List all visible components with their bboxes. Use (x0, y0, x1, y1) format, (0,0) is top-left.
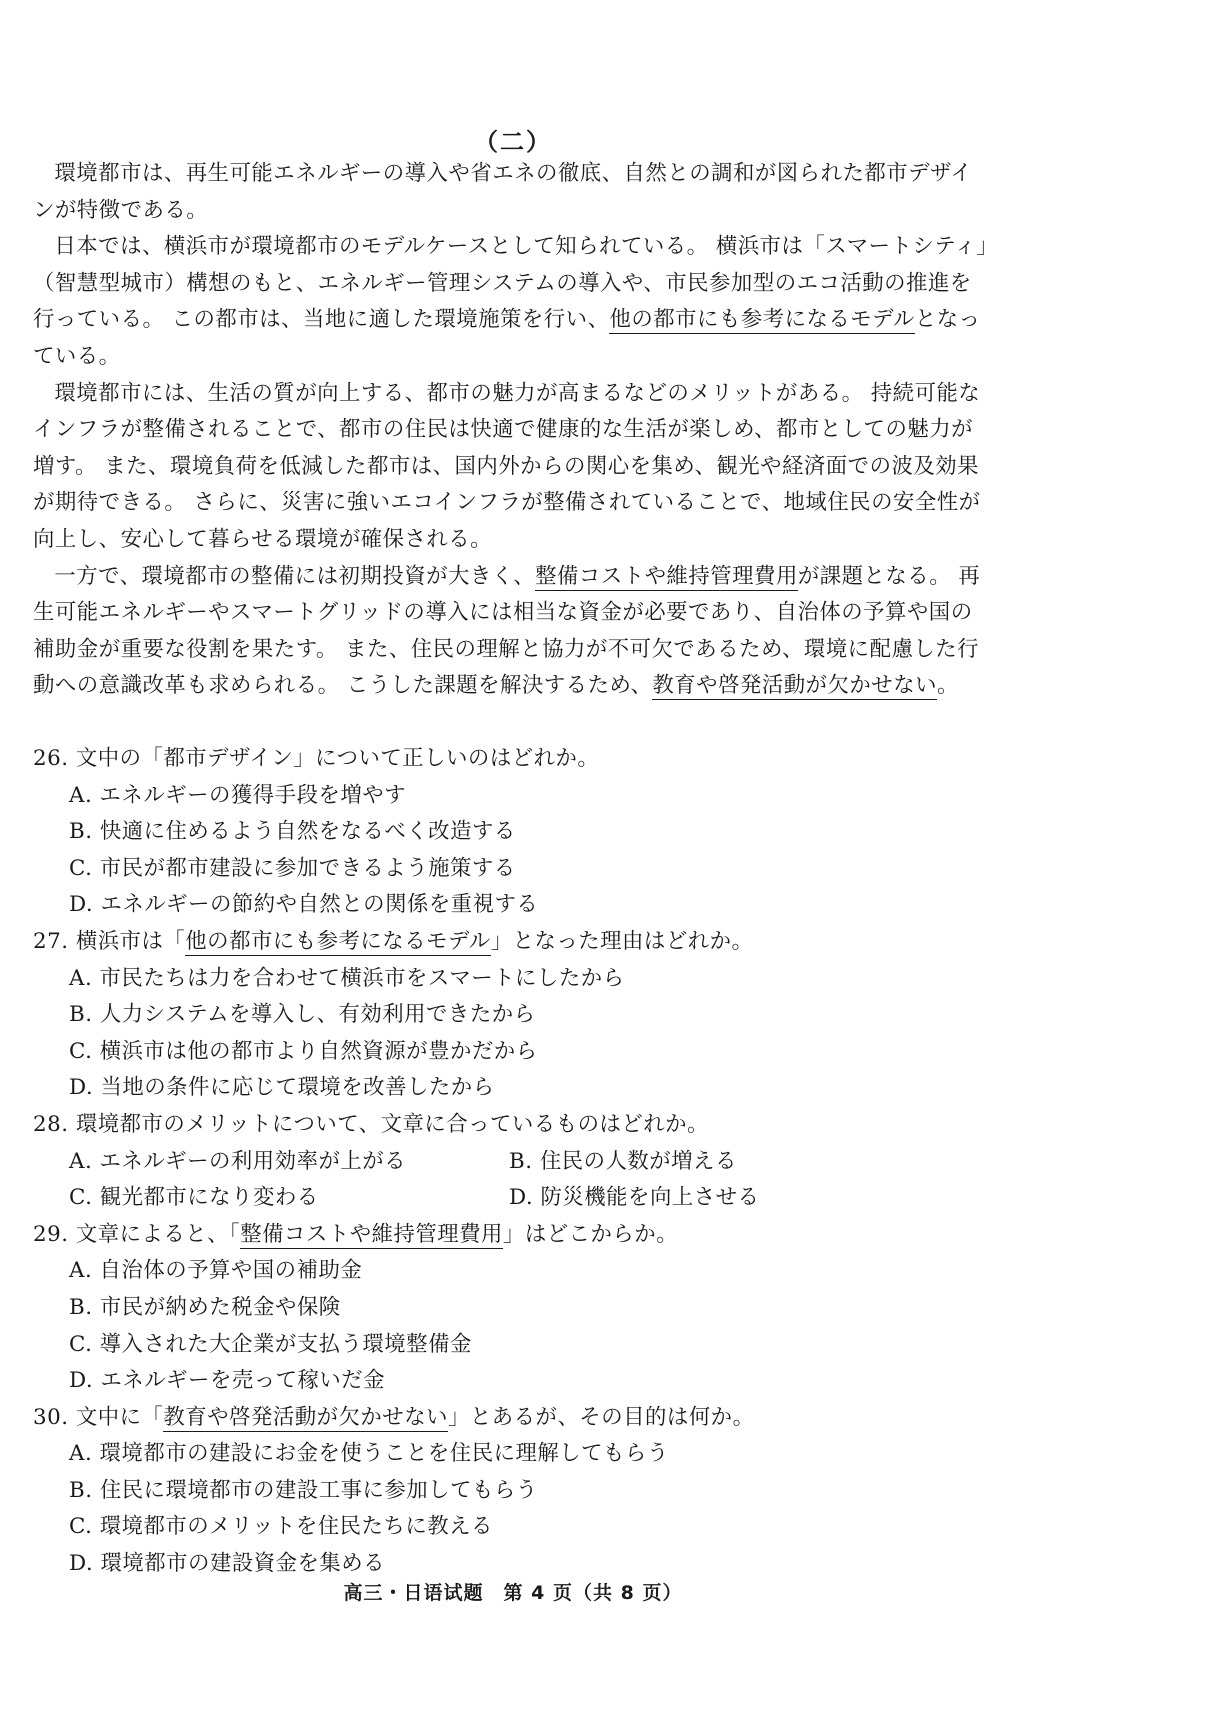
underlined-phrase: 整備コストや維持管理費用 (240, 1221, 503, 1247)
passage-paragraph-1 (33, 156, 993, 229)
stem-text: 30. 文中に「 (33, 1404, 164, 1430)
option-c: C. 横浜市は他の都市より自然資源が豊かだから (69, 1038, 538, 1064)
stem-text: 」となった理由はどれか。 (490, 928, 754, 954)
exam-page (33, 0, 993, 1716)
question-26 (33, 741, 993, 924)
paragraph-text: が課題となる。 再生可能エネルギーやスマートグリッドの導入には相当な資金が必要であり、自治体の予算や国の補助金が重要な役割を果たす。 また、住民の理解と協力が不可欠であるため、環境に配慮した行動への意識改革も求められる。 こうした課題を解決するため、 (33, 563, 981, 699)
option-a: A. 市民たちは力を合わせて横浜市をスマートにしたから (69, 965, 625, 991)
question-27 (33, 924, 993, 1107)
option-c: C. 市民が都市建設に参加できるよう施策する (69, 855, 516, 881)
underlined-phrase: 教育や啓発活動が欠かせない (652, 673, 937, 699)
option-b: B. 人力システムを導入し、有効利用できたから (69, 1002, 536, 1028)
option-a: A. 環境都市の建設にお金を使うことを住民に理解してもらう (69, 1441, 669, 1467)
question-30 (33, 1400, 993, 1583)
question-28 (33, 1107, 993, 1217)
option-d: D. 環境都市の建設資金を集める (69, 1551, 386, 1577)
underlined-phrase: 教育や啓発活動が欠かせない (163, 1404, 448, 1430)
passage-paragraph-2 (33, 229, 993, 375)
paragraph-text: 。 (936, 673, 959, 699)
paragraph-text: 一方で、環境都市の整備には初期投資が大きく、 (54, 563, 536, 589)
question-list (33, 741, 993, 1583)
option-b: B. 快適に住めるよう自然をなるべく改造する (69, 819, 516, 845)
option-row (69, 1180, 993, 1217)
option-d: D. 防災機能を向上させる (509, 1185, 760, 1211)
stem-text: 」はどこからか。 (502, 1221, 679, 1247)
stem-text: 」とあるが、その目的は何か。 (447, 1404, 755, 1430)
underlined-phrase: 他の都市にも参考になるモデル (185, 928, 491, 954)
option-b: B. 住民の人数が増える (509, 1148, 737, 1174)
paragraph-text: 環境都市には、生活の質が向上する、都市の魅力が高まるなどのメリットがある。 持続可能なインフラが整備されることで、都市の住民は快適で健康的な生活が楽しめ、都市としての魅力が増す。 また、環境負荷を低減した都市は、国内外からの関心を集め、観光や経済面での波及効果が期待できる。 さらに、災害に強いエコインフラが整備されていることで、地域住民の安全性が向上し、安心して暮らせる環境が確保される。 (33, 380, 981, 552)
page-footer: 高三・日语试题 第 4 页（共 8 页） (343, 1582, 683, 1604)
question-stem (33, 924, 993, 961)
paragraph-text: 環境都市は、再生可能エネルギーの導入や省エネの徹底、自然との調和が図られた都市デザインが特徴である。 (33, 161, 973, 223)
option-c: C. 導入された大企業が支払う環境整備金 (69, 1331, 472, 1357)
question-stem: 28. 環境都市のメリットについて、文章に合っているものはどれか。 (33, 1111, 709, 1137)
paragraph-text: となっている。 (33, 307, 981, 369)
option-a: A. エネルギーの利用効率が上がる (69, 1148, 407, 1174)
option-d: D. 当地の条件に応じて環境を改善したから (69, 1075, 495, 1101)
passage-paragraph-4 (33, 559, 993, 705)
option-b: B. 市民が納めた税金や保険 (69, 1294, 341, 1320)
reading-passage (33, 156, 993, 705)
option-c: C. 環境都市のメリットを住民たちに教える (69, 1514, 493, 1540)
option-a: A. 自治体の予算や国の補助金 (69, 1258, 363, 1284)
paragraph-text: 日本では、横浜市が環境都市のモデルケースとして知られている。 横浜市は「スマートシティ」（智慧型城市）構想のもと、エネルギー管理システムの導入や、市民参加型のエコ活動の推進を行っている。 この都市は、当地に適した環境施策を行い、 (33, 234, 988, 333)
question-stem: 26. 文中の「都市デザイン」について正しいのはどれか。 (33, 746, 600, 771)
stem-text: 27. 横浜市は「 (33, 928, 186, 954)
option-b: B. 住民に環境都市の建設工事に参加してもらう (69, 1477, 538, 1503)
question-stem (33, 1400, 993, 1437)
underlined-phrase: 他の都市にも参考になるモデル (609, 307, 915, 333)
question-29 (33, 1217, 993, 1400)
stem-text: 29. 文章によると、「 (33, 1221, 241, 1247)
underlined-phrase: 整備コストや維持管理費用 (535, 563, 798, 589)
option-d: D. エネルギーを売って稼いだ金 (69, 1368, 386, 1394)
section-title: （二） (474, 128, 552, 156)
question-stem (33, 1217, 993, 1254)
option-row (69, 1144, 993, 1181)
passage-paragraph-3 (33, 376, 993, 559)
option-c: C. 観光都市になり変わる (69, 1185, 319, 1211)
option-a: A. エネルギーの獲得手段を増やす (69, 782, 407, 808)
option-d: D. エネルギーの節約や自然との関係を重視する (69, 892, 539, 918)
